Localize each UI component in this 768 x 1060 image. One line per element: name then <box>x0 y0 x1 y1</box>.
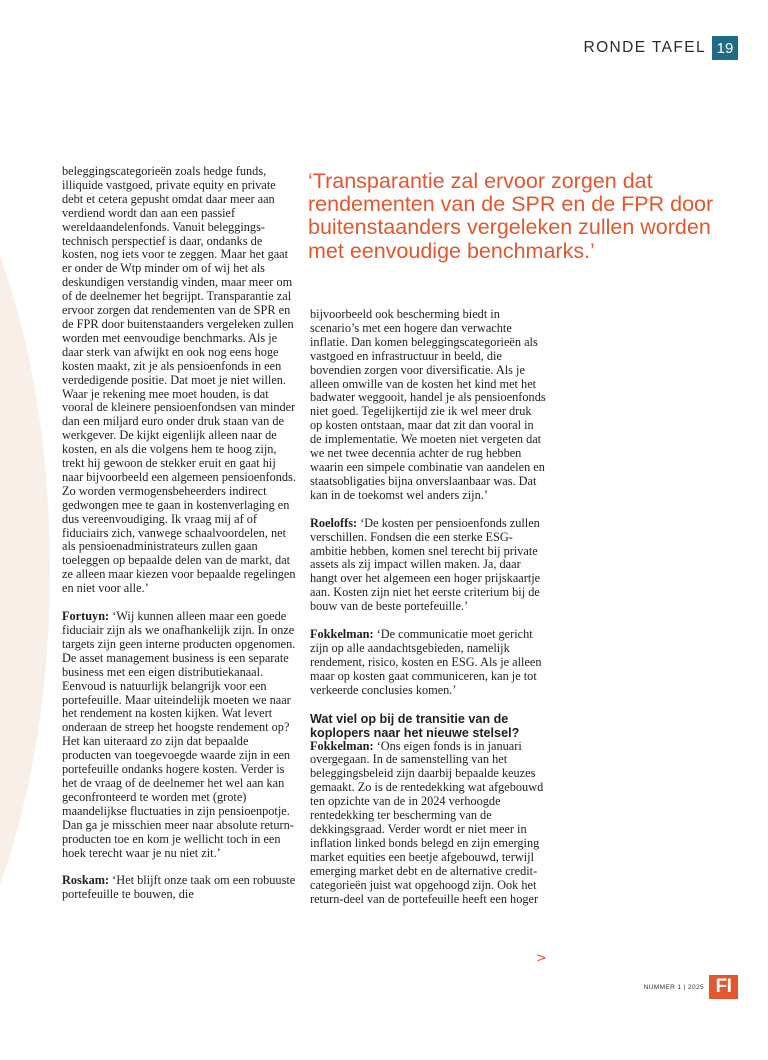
paragraph: beleggingscategorieën zoals hedge funds, illiquide vastgoed, private equity en private debt et cetera gepusht omdat daar meer aan verdiend wordt dan aan een passief wereldaandelenfonds. Vanuit beleggingstechnisch perspectief is daar, ondanks de kosten, nog iets voor te zeggen. Maar het gaat er onder de Wtp minder om of wij het als deskundigen verstandig vinden, maar meer om of de deelnemer het begrijpt. Transparantie zal ervoor zorgen dat rendementen van de SPR en de FPR door buitenstaanders vergeleken zullen worden met eenvoudige benchmarks. Als je daar sterk van afwijkt en ook nog eens hoge kosten maakt, zit je als pensioenfonds in een verdedigende positie. Dat moet je niet willen. Waar je rekening mee moet houden, is dat vooral de kleinere pensioenfondsen van minder dan een miljard euro onder druk staan van de werkgever. De kijkt eigenlijk alleen naar de kosten, en als die volgens hem te hoog zijn, trekt hij gewoon de stekker eruit en gaat hij naar bijvoorbeeld een algemeen pensioenfonds. Zo worden vermogensbeheerders indirect gedwongen mee te gaan in kostenverlaging en dus vereenvoudiging. Ik vraag mij af of fiduciairs zich, vanwege schaalvoordelen, net als pensioenadministrateurs zullen gaan toeleggen op bepaalde delen van de markt, dat ze alleen maar kiezen voor bepaalde regelingen en niet voor alle.’ <box>62 164 296 596</box>
speaker-text: ‘Wij kunnen alleen maar een goede fiduciair zijn als we onafhankelijk zijn. In onze targets zijn geen interne producten opgenomen. De asset management business is een separate business met een eigen distributiekanaal. Eenvoud is natuurlijk belangrijk voor een portefeuille. Maar uiteindelijk moeten we naar het rendement na kosten kijken. Wat levert onderaan de streep het hoogste rendement op? Het kan uiteraard zo zijn dat bepaalde producten van toegevoegde waarde zijn in een portefeuille ondanks hogere kosten. Verder is het de vraag of de deelnemer het wel aan kan geconfronteerd te worden met (grote) maandelijkse fluctuaties in zijn pensioenpotje. Dan ga je misschien meer naar absolute return-producten toe en kom je wellicht toch in een hoek terecht waar je nu niet zit.’ <box>62 609 296 860</box>
speaker-text: ‘Ons eigen fonds is in januari overgegaan. In de samenstelling van het beleggingsbeleid zijn daarbij bepaalde keuzes gemaakt. Zo is de rentedekking wat afgebouwd ten opzichte van de in 2024 verhoogde rentedekking ter bescherming van de dekkingsgraad. Verder wordt er niet meer in inflation linked bonds belegd en zijn emerging market equities een beetje afgebouwd, terwijl emerging market debt en de alternative credit-categorieën juist wat opgehoogd zijn. Ook het return-deel van de portefeuille heeft een hoger <box>310 738 544 906</box>
page-number: 19 <box>712 36 738 60</box>
issue-label: NUMMER 1 | 2025 <box>643 983 704 991</box>
paragraph-gap <box>310 614 546 628</box>
section-title: RONDE TAFEL <box>583 39 706 56</box>
speaker-name: Roeloffs: <box>310 515 358 530</box>
page-header <box>584 36 739 60</box>
paragraph <box>310 628 546 698</box>
pull-quote: ‘Transparantie zal ervoor zorgen dat rendementen van de SPR en de FPR door buitenstaanders vergeleken zullen worden met eenvoudige benchmarks.’ <box>308 169 714 263</box>
speaker-name: Fortuyn: <box>62 609 110 624</box>
paragraph <box>310 740 546 907</box>
continue-arrow-icon: > <box>536 951 547 966</box>
paragraph-gap <box>310 698 546 712</box>
article-column-right <box>310 308 546 906</box>
background-arc <box>0 80 50 1060</box>
paragraph: bijvoorbeeld ook bescherming biedt in scenario’s met een hogere dan verwachte inflatie. Dan komen beleggingscategorieën als vastgoed en infrastructuur in beeld, die bovendien zorgen voor diversificatie. Als je alleen omwille van de kosten het kind met het badwater weggooit, handel je als pensioenfonds niet goed. Tegelijkertijd zie ik wel meer druk op kosten ontstaan, maar dat zit dan vooral in de implementatie. We moeten niet vergeten dat we net twee decennia achter de rug hebben waarin een simpele combinatie van aandelen en staatsobligaties bijna onverslaanbaar was. Dat kan in de toekomst wel anders zijn.’ <box>310 307 546 502</box>
page-footer <box>644 975 738 999</box>
article-column-left <box>62 165 298 902</box>
interview-question: Wat viel op bij de transitie van de koplopers naar het nieuwe stelsel? <box>310 711 520 740</box>
paragraph-gap <box>62 860 298 874</box>
speaker-name: Fokkelman: <box>310 738 374 753</box>
speaker-text: ‘De kosten per pensioenfonds zullen verschillen. Fondsen die een sterke ESG-ambitie hebben, komen snel terecht bij private assets als zij impact willen maken. Ja, daar hangt over het algemeen een hoger prijskaartje aan. Kosten zijn niet het eerste criterium bij de bouw van de beste portefeuille.’ <box>310 515 541 614</box>
paragraph <box>310 517 546 614</box>
paragraph <box>62 610 298 860</box>
speaker-text: ‘De communicatie moet gericht zijn op alle aandachtsgebieden, namelijk rendement, risico, kosten en ESG. Als je alleen maar op kosten gaat communiceren, kan je tot verkeerde conclusies komen.’ <box>310 627 542 697</box>
fi-logo: FI <box>709 975 738 999</box>
paragraph-gap <box>62 596 298 610</box>
speaker-name: Roskam: <box>62 873 110 888</box>
paragraph-gap <box>310 503 546 517</box>
speaker-text: ‘Het blijft onze taak om een robuuste portefeuille te bouwen, die <box>62 873 296 902</box>
paragraph <box>62 874 298 902</box>
speaker-name: Fokkelman: <box>310 627 374 642</box>
